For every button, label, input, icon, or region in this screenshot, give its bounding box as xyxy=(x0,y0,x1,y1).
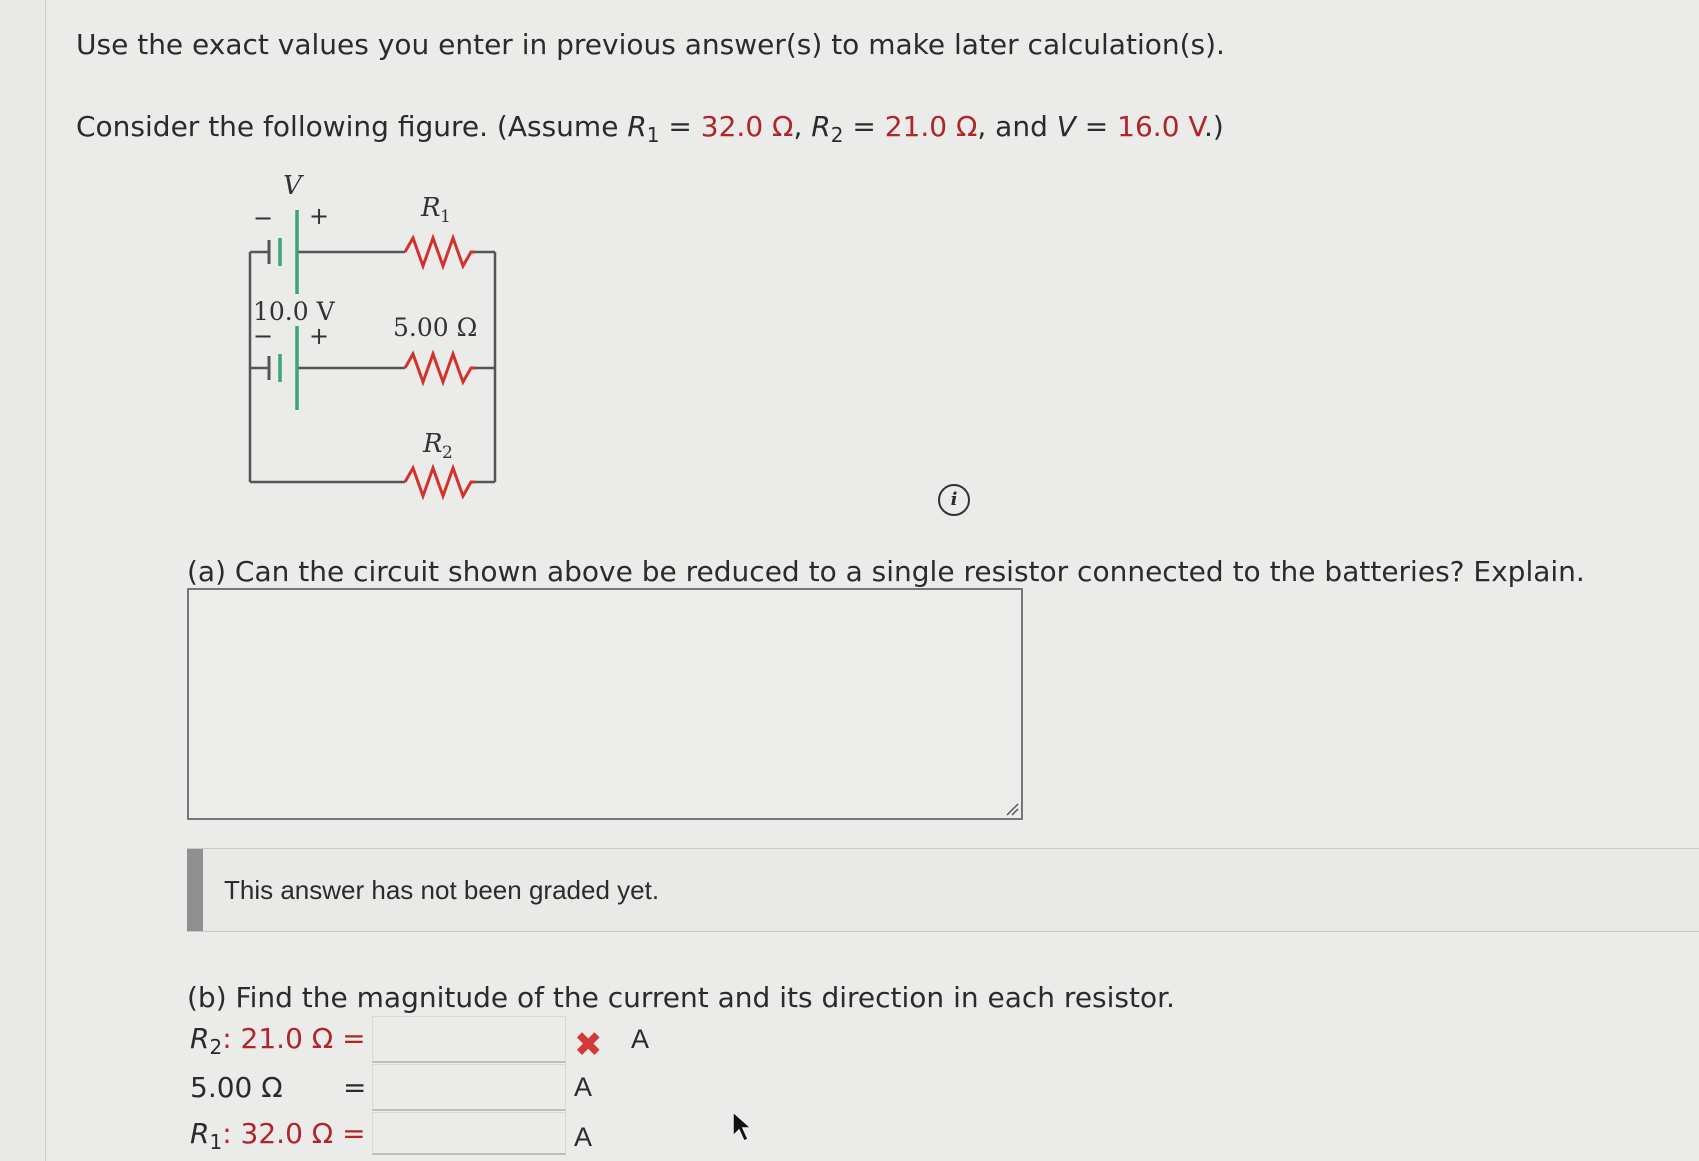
circuit-diagram xyxy=(225,170,525,500)
row-r2-label xyxy=(190,1022,366,1059)
resize-handle-icon[interactable] xyxy=(1005,802,1019,816)
battery-top xyxy=(280,210,297,294)
grade-status-text: This answer has not been graded yet. xyxy=(224,875,660,905)
intro-prefix: Consider the following figure. (Assume xyxy=(76,110,628,143)
r1-row-symbol: R xyxy=(190,1117,210,1150)
separator: , and xyxy=(977,110,1057,143)
r2-current-input[interactable] xyxy=(372,1016,566,1063)
r1-value: 32.0 Ω xyxy=(700,110,794,143)
instruction-text: Use the exact values you enter in previous answer(s) to make later calculation(s). xyxy=(76,28,1225,61)
resistor-r2 xyxy=(405,468,475,496)
separator: , xyxy=(793,110,812,143)
r2-subscript: 2 xyxy=(830,123,844,147)
battery-top-plus: + xyxy=(309,202,330,230)
r2-unit: A xyxy=(631,1024,650,1054)
r1-symbol: R xyxy=(627,110,647,143)
v-value: 16.0 V xyxy=(1117,110,1204,143)
r2-label: R xyxy=(423,429,443,459)
part-b-question: (b) Find the magnitude of the current and its direction in each resistor. xyxy=(187,981,1175,1014)
resistor-r1 xyxy=(405,238,475,266)
r1-label: R xyxy=(421,193,441,223)
r1-current-input[interactable] xyxy=(372,1112,566,1155)
mouse-pointer-icon xyxy=(731,1110,753,1144)
intro-suffix: .) xyxy=(1203,110,1224,143)
r2-symbol: R xyxy=(811,110,831,143)
resistor-5ohm xyxy=(405,354,475,382)
battery-10v-label: 10.0 V xyxy=(253,297,335,326)
r2-row-text: : 21.0 Ω = xyxy=(222,1022,366,1055)
part-a-question: (a) Can the circuit shown above be reduced to a single resistor connected to the batteries? Explain. xyxy=(187,555,1585,588)
r2-row-symbol: R xyxy=(190,1022,210,1055)
grade-status-panel xyxy=(187,848,1699,932)
row-5ohm-equals: = xyxy=(343,1071,367,1104)
battery-bottom xyxy=(280,326,297,410)
r2-label-sub: 2 xyxy=(442,443,453,463)
5ohm-unit: A xyxy=(574,1072,593,1102)
resistor-5ohm-label: 5.00 Ω xyxy=(393,313,478,342)
equals-sign: = xyxy=(1075,110,1118,143)
battery-bottom-minus: − xyxy=(253,322,274,350)
r2-value: 21.0 Ω xyxy=(884,110,978,143)
battery-v-label: V xyxy=(283,171,302,201)
grade-status-bar xyxy=(187,849,203,931)
row-5ohm-label: 5.00 Ω xyxy=(190,1071,283,1104)
r1-row-text: : 32.0 Ω = xyxy=(222,1117,366,1150)
incorrect-x-icon: ✖ xyxy=(574,1025,603,1065)
battery-top-minus: − xyxy=(253,204,274,232)
part-a-answer-textarea[interactable] xyxy=(187,588,1023,820)
r2-row-subscript: 2 xyxy=(209,1035,223,1059)
r1-label-sub: 1 xyxy=(440,207,451,227)
equals-sign: = xyxy=(659,110,701,143)
battery-bottom-plus: + xyxy=(309,322,330,350)
r1-subscript: 1 xyxy=(646,123,660,147)
row-r1-label xyxy=(190,1117,366,1154)
5ohm-current-input[interactable] xyxy=(372,1064,566,1111)
v-symbol: V xyxy=(1056,110,1076,143)
r1-row-subscript: 1 xyxy=(209,1130,223,1154)
r1-unit: A xyxy=(574,1122,593,1152)
info-icon[interactable]: i xyxy=(938,484,970,516)
equals-sign: = xyxy=(843,110,885,143)
problem-statement xyxy=(76,110,1224,147)
